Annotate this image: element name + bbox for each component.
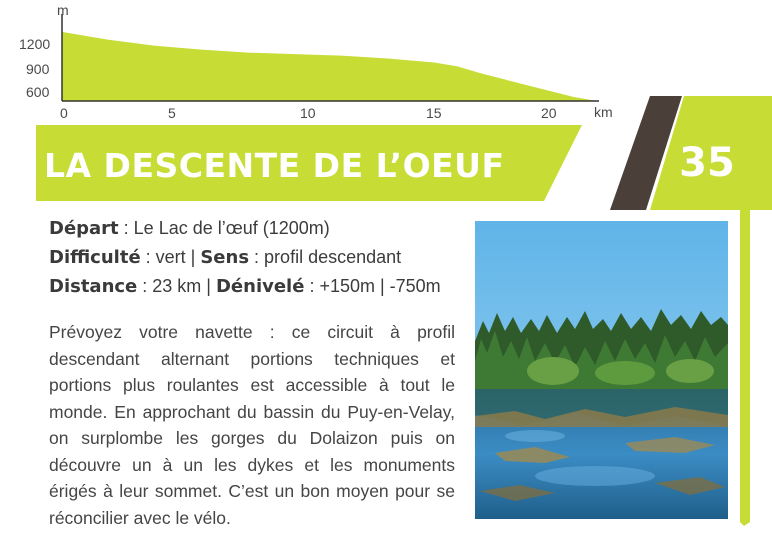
- x-tick-5: 5: [168, 105, 176, 121]
- info-difficulte-sens: [49, 243, 479, 272]
- x-tick-20: 20: [541, 105, 557, 121]
- info-distance-denivele: [49, 272, 479, 301]
- x-tick-15: 15: [426, 105, 442, 121]
- route-info: [49, 214, 479, 301]
- x-tick-0: 0: [60, 105, 68, 121]
- elevation-area: [62, 32, 597, 101]
- depart-label: Départ: [49, 218, 119, 239]
- route-description: Prévoyez votre navette : ce circuit à profil descendant alternant portions techniques et portions plus roulantes est accessible à tout le monde. En approchant du bassin du Puy-en-Velay, on surplombe les gorges du Dolaizon puis on découvre un à un les dykes et les monuments érigés à leur sommet. C’est un bon moyen pour se réconcilier avec le vélo.: [49, 322, 455, 528]
- distance-value: : 23 km |: [137, 276, 216, 296]
- denivele-value: : +150m | -750m: [304, 276, 441, 296]
- x-axis-unit-label: km: [594, 104, 613, 120]
- y-tick-900: 900: [26, 61, 50, 77]
- y-tick-1200: 1200: [19, 36, 51, 52]
- info-depart: [49, 214, 479, 243]
- denivele-label: Dénivelé: [215, 276, 305, 297]
- y-tick-600: 600: [26, 84, 50, 100]
- distance-label: Distance: [49, 276, 138, 297]
- difficulte-value: : vert |: [140, 247, 201, 267]
- route-number: 35: [679, 140, 735, 186]
- lake-forest-photo: [475, 221, 728, 519]
- y-axis-unit-label: m: [57, 2, 69, 18]
- depart-value: : Le Lac de l’œuf (1200m): [118, 218, 330, 238]
- sens-label: Sens: [200, 247, 250, 268]
- difficulte-label: Difficulté: [49, 247, 141, 268]
- elevation-profile-chart: [0, 0, 640, 125]
- sens-value: : profil descendant: [249, 247, 402, 267]
- route-title: LA DESCENTE DE L’OEUF: [44, 146, 505, 185]
- x-tick-10: 10: [300, 105, 316, 121]
